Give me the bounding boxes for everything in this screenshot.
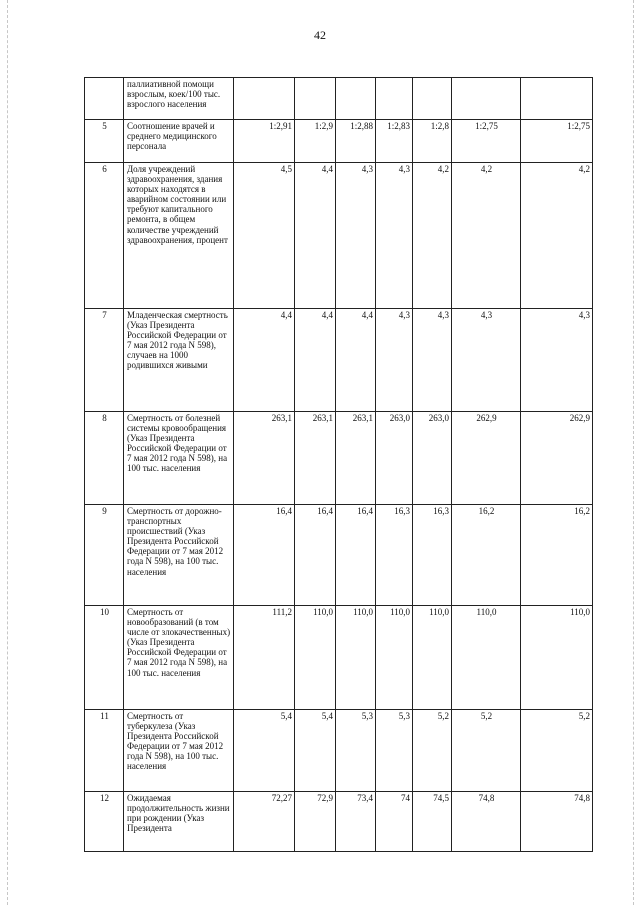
- value-cell: 74: [376, 792, 413, 852]
- value-cell: 4,3: [336, 163, 376, 309]
- table-row: [85, 710, 593, 792]
- indicator-name: Доля учреждений здравоохранения, здания которых находятся в аварийном состоянии или требуют капитального ремонта, в общем количестве учреждений здравоохранения, процент: [124, 163, 234, 309]
- value-cell: 111,2: [234, 606, 295, 710]
- value-cell: 72,9: [295, 792, 336, 852]
- indicators-table: [84, 77, 593, 852]
- row-number: 12: [85, 792, 124, 852]
- indicator-name: Смертность от новообразований (в том числе от злокачественных) (Указ Президента Российской Федерации от 7 мая 2012 года N 598), на 100 тыс. населения: [124, 606, 234, 710]
- row-number: [85, 78, 124, 120]
- value-cell: 5,2: [521, 710, 593, 792]
- table-row: [85, 792, 593, 852]
- value-cell: 110,0: [295, 606, 336, 710]
- indicator-name: паллиативной помощи взрослым, коек/100 тыс. взрослого населения: [124, 78, 234, 120]
- value-cell: 73,4: [336, 792, 376, 852]
- value-cell: [295, 78, 336, 120]
- value-cell: 1:2,75: [521, 120, 593, 163]
- value-cell: [452, 78, 521, 120]
- row-number: 6: [85, 163, 124, 309]
- value-cell: 16,4: [336, 505, 376, 606]
- row-number: 5: [85, 120, 124, 163]
- value-cell: 263,1: [234, 412, 295, 505]
- value-cell: 74,8: [521, 792, 593, 852]
- value-cell: 16,4: [295, 505, 336, 606]
- value-cell: 110,0: [336, 606, 376, 710]
- indicator-name: Младенческая смертность (Указ Президента Российской Федерации от 7 мая 2012 года N 598), случаев на 1000 родившихся живыми: [124, 309, 234, 412]
- value-cell: 262,9: [452, 412, 521, 505]
- value-cell: 110,0: [521, 606, 593, 710]
- table-row: [85, 412, 593, 505]
- indicator-name: Смертность от туберкулеза (Указ Президента Российской Федерации от 7 мая 2012 года N 598), на 100 тыс. населения: [124, 710, 234, 792]
- value-cell: [413, 78, 452, 120]
- indicator-name: Соотношение врачей и среднего медицинского персонала: [124, 120, 234, 163]
- value-cell: 5,4: [234, 710, 295, 792]
- scan-edge-right: [633, 0, 635, 905]
- value-cell: 72,27: [234, 792, 295, 852]
- value-cell: 4,3: [452, 309, 521, 412]
- row-number: 10: [85, 606, 124, 710]
- value-cell: [376, 78, 413, 120]
- value-cell: 4,3: [521, 309, 593, 412]
- table-row: [85, 78, 593, 120]
- value-cell: 263,1: [336, 412, 376, 505]
- table-row: [85, 309, 593, 412]
- row-number: 11: [85, 710, 124, 792]
- value-cell: 263,0: [413, 412, 452, 505]
- value-cell: 1:2,88: [336, 120, 376, 163]
- table-row: [85, 120, 593, 163]
- table-row: [85, 606, 593, 710]
- value-cell: 110,0: [413, 606, 452, 710]
- table-row: [85, 163, 593, 309]
- indicator-name: Смертность от болезней системы кровообращения (Указ Президента Российской Федерации от 7 мая 2012 года N 598), на 100 тыс. населения: [124, 412, 234, 505]
- value-cell: 1:2,91: [234, 120, 295, 163]
- scan-edge-left: [7, 0, 9, 905]
- indicator-name: Смертность от дорожно-транспортных происшествий (Указ Президента Российской Федерации от 7 мая 2012 года N 598), на 100 тыс. населения: [124, 505, 234, 606]
- value-cell: 1:2,9: [295, 120, 336, 163]
- value-cell: 263,1: [295, 412, 336, 505]
- value-cell: [336, 78, 376, 120]
- value-cell: 16,2: [521, 505, 593, 606]
- value-cell: [234, 78, 295, 120]
- value-cell: 74,5: [413, 792, 452, 852]
- value-cell: 1:2,8: [413, 120, 452, 163]
- row-number: 7: [85, 309, 124, 412]
- value-cell: 1:2,75: [452, 120, 521, 163]
- page-number: 42: [314, 28, 326, 42]
- value-cell: 4,4: [295, 163, 336, 309]
- value-cell: 16,3: [376, 505, 413, 606]
- value-cell: 4,4: [336, 309, 376, 412]
- value-cell: 5,3: [336, 710, 376, 792]
- value-cell: 4,5: [234, 163, 295, 309]
- value-cell: 4,4: [295, 309, 336, 412]
- value-cell: [521, 78, 593, 120]
- table-row: [85, 505, 593, 606]
- value-cell: 5,3: [376, 710, 413, 792]
- value-cell: 263,0: [376, 412, 413, 505]
- value-cell: 5,2: [452, 710, 521, 792]
- value-cell: 74,8: [452, 792, 521, 852]
- value-cell: 16,3: [413, 505, 452, 606]
- row-number: 8: [85, 412, 124, 505]
- value-cell: 5,4: [295, 710, 336, 792]
- value-cell: 16,2: [452, 505, 521, 606]
- value-cell: 5,2: [413, 710, 452, 792]
- value-cell: 4,2: [521, 163, 593, 309]
- indicator-name: Ожидаемая продолжительность жизни при рождении (Указ Президента: [124, 792, 234, 852]
- value-cell: 4,2: [452, 163, 521, 309]
- value-cell: 1:2,83: [376, 120, 413, 163]
- value-cell: 16,4: [234, 505, 295, 606]
- value-cell: 110,0: [452, 606, 521, 710]
- row-number: 9: [85, 505, 124, 606]
- value-cell: 262,9: [521, 412, 593, 505]
- value-cell: 4,2: [413, 163, 452, 309]
- value-cell: 4,3: [413, 309, 452, 412]
- value-cell: 4,3: [376, 309, 413, 412]
- value-cell: 4,4: [234, 309, 295, 412]
- value-cell: 4,3: [376, 163, 413, 309]
- value-cell: 110,0: [376, 606, 413, 710]
